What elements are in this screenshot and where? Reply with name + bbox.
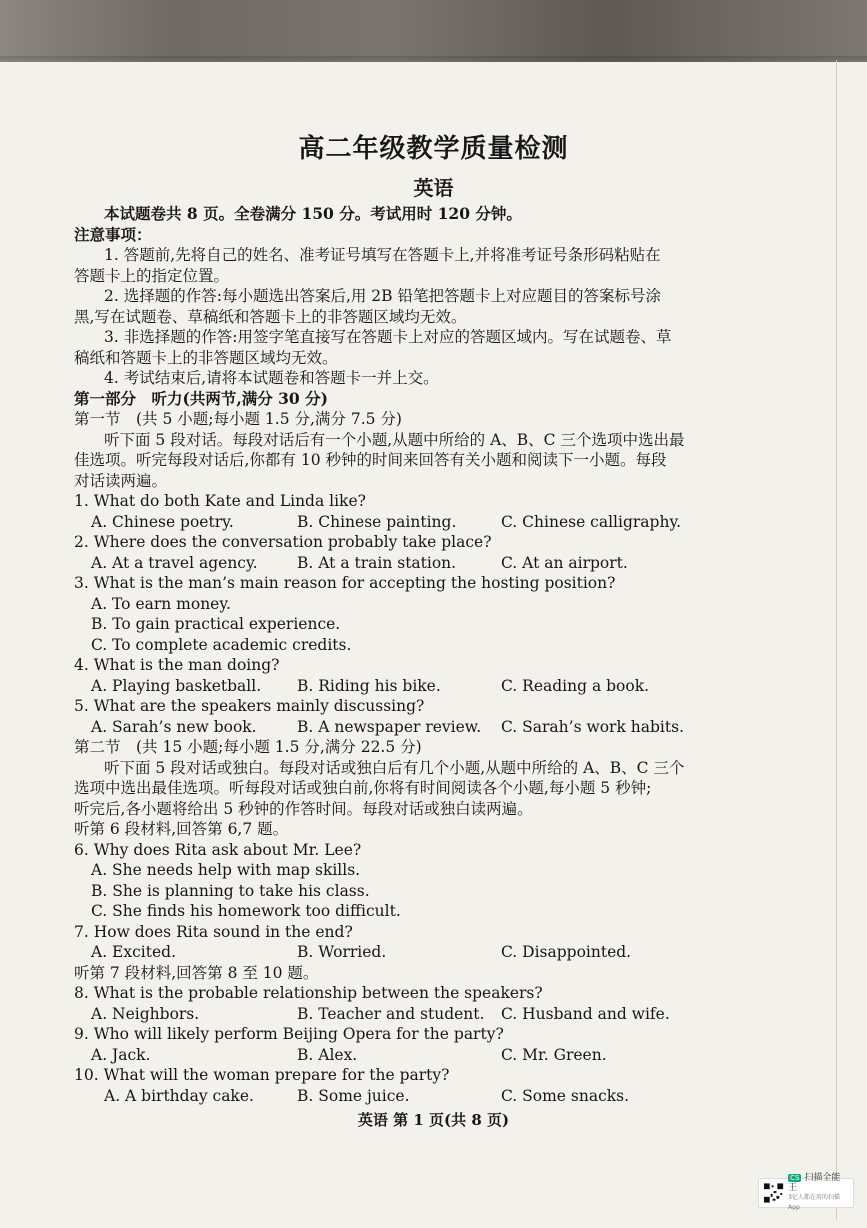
option-c: C. Some snacks. [501, 1086, 630, 1105]
section1-instruction: 佳选项。听完每段对话后,你都有 10 秒钟的时间来回答有关小题和阅读下一小题。每段 [74, 451, 667, 469]
option-a: A. Jack. [91, 1045, 151, 1064]
question-4-options [74, 676, 794, 697]
option-a: A. She needs help with map skills. [91, 861, 361, 879]
option-a: A. Playing basketball. [91, 676, 262, 695]
option-b: B. Riding his bike. [297, 676, 441, 695]
question-8-options [74, 1004, 794, 1025]
notice-line: 答题卡上的指定位置。 [74, 266, 230, 285]
option-b: B. A newspaper review. [297, 717, 482, 736]
question-2: 2. Where does the conversation probably take place? [74, 533, 492, 551]
option-b: B. Chinese painting. [297, 512, 457, 531]
question-2-options [74, 553, 794, 574]
notice-line: 2. 选择题的作答:每小题选出答案后,用 2B 铅笔把答题卡上对应题目的答案标号涂 [104, 287, 661, 305]
question-6: 6. Why does Rita ask about Mr. Lee? [74, 840, 362, 859]
scanner-app-name: 扫描全能王 [788, 1173, 841, 1193]
option-b: B. Worried. [297, 943, 387, 961]
exam-content [74, 204, 794, 1106]
margin-rule [836, 60, 837, 1220]
section2-instruction: 听下面 5 段对话或独白。每段对话或独白后有几个小题,从题中所给的 A、B、C 三个 [104, 758, 685, 777]
page-footer: 英语 第 1 页(共 8 页) [357, 1111, 510, 1129]
section1-instruction: 听下面 5 段对话。每段对话后有一个小题,从题中所给的 A、B、C 三个选项中选出最 [104, 430, 685, 449]
section1-instruction: 对话读两遍。 [74, 471, 168, 490]
scanner-logo-text [788, 1173, 849, 1213]
option-a: A. Chinese poetry. [91, 512, 234, 531]
notice-heading: 注意事项： [74, 224, 152, 244]
question-8: 8. What is the probable relationship between the speakers? [74, 984, 543, 1002]
section2-instruction: 选项中选出最佳选项。听每段对话或独白前,你将有时间阅读各个小题,每小题 5 秒钟; [74, 779, 652, 797]
notice-line: 黑,写在试题卷、草稿纸和答题卡上的非答题区域均无效。 [74, 307, 467, 326]
exam-title: 高二年级教学质量检测 [298, 134, 569, 164]
scan-header-band [0, 0, 867, 62]
option-b: B. At a train station. [297, 553, 457, 572]
option-b: B. To gain practical experience. [91, 615, 341, 633]
scanner-watermark [758, 1173, 854, 1211]
qr-code-icon [763, 1182, 784, 1204]
notice-line: 稿纸和答题卡上的非答题区域均无效。 [74, 348, 338, 367]
question-1-options [74, 512, 794, 533]
option-c: C. Chinese calligraphy. [501, 512, 682, 531]
notice-line: 4. 考试结束后,请将本试题卷和答题卡一并上交。 [104, 369, 439, 387]
question-10: 10. What will the woman prepare for the party? [74, 1066, 450, 1084]
option-c: C. Disappointed. [501, 943, 632, 961]
question-5-options [74, 717, 794, 738]
section2-instruction: 听完后,各小题将给出 5 秒钟的作答时间。每段对话或独白读两遍。 [74, 799, 533, 818]
material-7-label: 听第 7 段材料,回答第 8 至 10 题。 [74, 963, 319, 982]
option-c: C. At an airport. [501, 553, 628, 572]
option-a: A. To earn money. [91, 594, 231, 613]
option-c: C. Reading a book. [501, 676, 650, 695]
option-a: A. At a travel agency. [91, 553, 258, 572]
option-b: B. She is planning to take his class. [91, 881, 370, 900]
question-9-options [74, 1045, 794, 1066]
option-c: C. To complete academic credits. [91, 635, 352, 654]
section1-heading: 第一节 (共 5 小题;每小题 1.5 分,满分 7.5 分) [74, 410, 402, 428]
part1-heading: 第一部分 听力(共两节,满分 30 分) [74, 388, 328, 408]
option-a: A. A birthday cake. [104, 1086, 254, 1105]
question-7: 7. How does Rita sound in the end? [74, 922, 353, 941]
option-c: C. Husband and wife. [501, 1004, 670, 1023]
option-b: B. Alex. [297, 1045, 358, 1064]
notice-line: 3. 非选择题的作答:用签字笔直接写在答题卡上对应的答题区域内。写在试题卷、草 [104, 328, 672, 346]
option-b: B. Some juice. [297, 1086, 410, 1105]
option-c: C. Sarah’s work habits. [501, 717, 685, 736]
question-5: 5. What are the speakers mainly discussing? [74, 697, 425, 715]
question-10-options [74, 1086, 794, 1107]
exam-subject: 英语 [413, 176, 454, 200]
question-3: 3. What is the man’s main reason for accepting the hosting position? [74, 574, 616, 592]
option-b: B. Teacher and student. [297, 1004, 485, 1023]
question-1: 1. What do both Kate and Linda like? [74, 492, 366, 510]
question-9: 9. Who will likely perform Beijing Opera for the party? [74, 1025, 504, 1043]
option-c: C. Mr. Green. [501, 1045, 607, 1064]
scanner-tagline: 3亿人都在用的扫描App [788, 1194, 840, 1211]
option-a: A. Sarah’s new book. [91, 717, 257, 736]
section2-heading: 第二节 (共 15 小题;每小题 1.5 分,满分 22.5 分) [74, 738, 422, 756]
question-4: 4. What is the man doing? [74, 656, 280, 674]
option-a: A. Excited. [91, 943, 176, 961]
exam-intro: 本试题卷共 8 页。全卷满分 150 分。考试用时 120 分钟。 [104, 204, 522, 223]
notice-line: 1. 答题前,先将自己的姓名、准考证号填写在答题卡上,并将准考证号条形码粘贴在 [104, 246, 661, 264]
option-c: C. She finds his homework too difficult. [91, 902, 401, 920]
option-a: A. Neighbors. [91, 1004, 200, 1023]
question-7-options [74, 942, 794, 963]
cs-badge: CS [790, 1174, 800, 1182]
material-6-label: 听第 6 段材料,回答第 6,7 题。 [74, 820, 289, 838]
